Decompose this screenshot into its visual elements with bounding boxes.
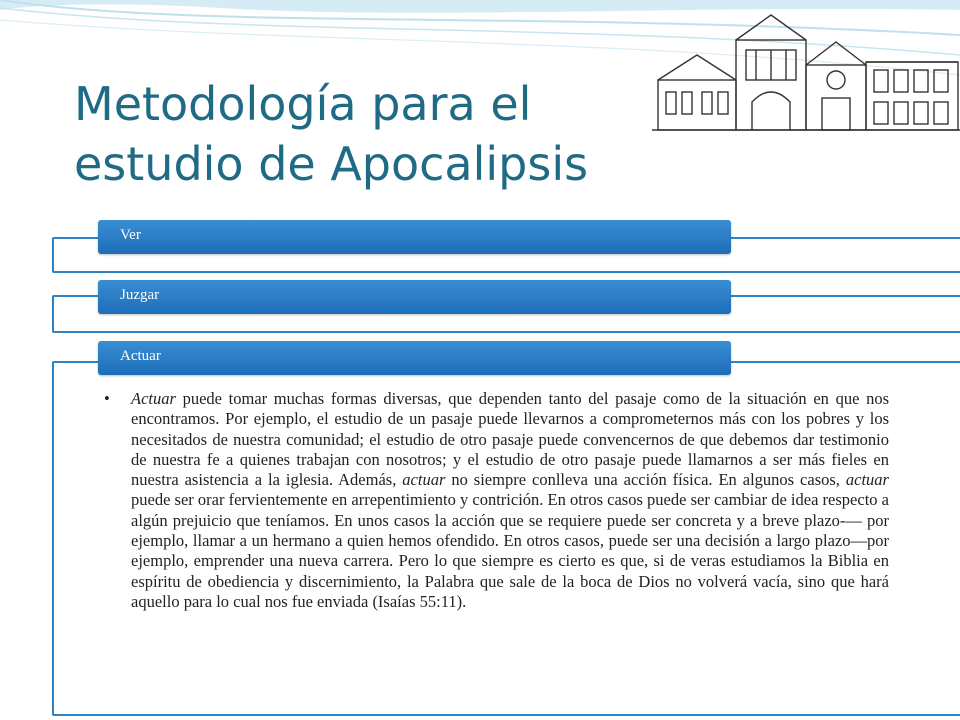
actuar-text-2: no siempre conlleva una acción física. En algunos casos, <box>445 470 846 490</box>
actuar-text-3: puede ser orar fervientemente en arrepentimiento y contrición. En otros casos puede ser cambiar de idea respecto a algún prejuicio que teníamos. En unos casos la acción que se requiere puede ser concreta y a breve plazo-— por ejemplo, llamar a un hermano a quien hemos ofendido. En otros casos, puede ser una decisión a largo plazo—por ejemplo, emprender una nueva carrera. Pero lo que siempre es cierto es que, si de veras estudiamos la Biblia en espíritu de obediencia y discernimiento, la Palabra que sale de la boca de Dios no volverá vacía, sino que hará aquello para lo cual nos fue enviada (Isaías 55:11). <box>131 490 889 611</box>
slide-title-line1: Metodología para el <box>74 77 532 131</box>
step-actuar-label[interactable]: Actuar <box>98 341 731 375</box>
step-juzgar-label[interactable]: Juzgar <box>98 280 731 314</box>
actuar-term-1: Actuar <box>131 389 176 408</box>
actuar-term-3: actuar <box>845 470 889 490</box>
step-ver-label[interactable]: Ver <box>98 220 731 254</box>
actuar-text-1: puede tomar muchas formas diversas, que dependen tanto del pasaje como de la situación en que nos encontramos. Por ejemplo, el estudio de un pasaje puede llevarnos a comprometernos más con los pobres y los necesitados de nuestra comunidad; el estudio de otro pasaje puede convencernos de que debemos dar testimonio de nuestra fe a quienes trabajan con nosotros; y el estudio de otro pasaje puede llamarnos a ser más fieles en nuestra asistencia a la iglesia. Además, <box>131 389 889 490</box>
actuar-term-2: actuar <box>402 470 446 490</box>
actuar-paragraph <box>131 389 889 612</box>
slide-title-line2: estudio de Apocalipsis <box>74 137 589 191</box>
bullet-icon: • <box>104 389 110 408</box>
actuar-description <box>104 389 889 612</box>
